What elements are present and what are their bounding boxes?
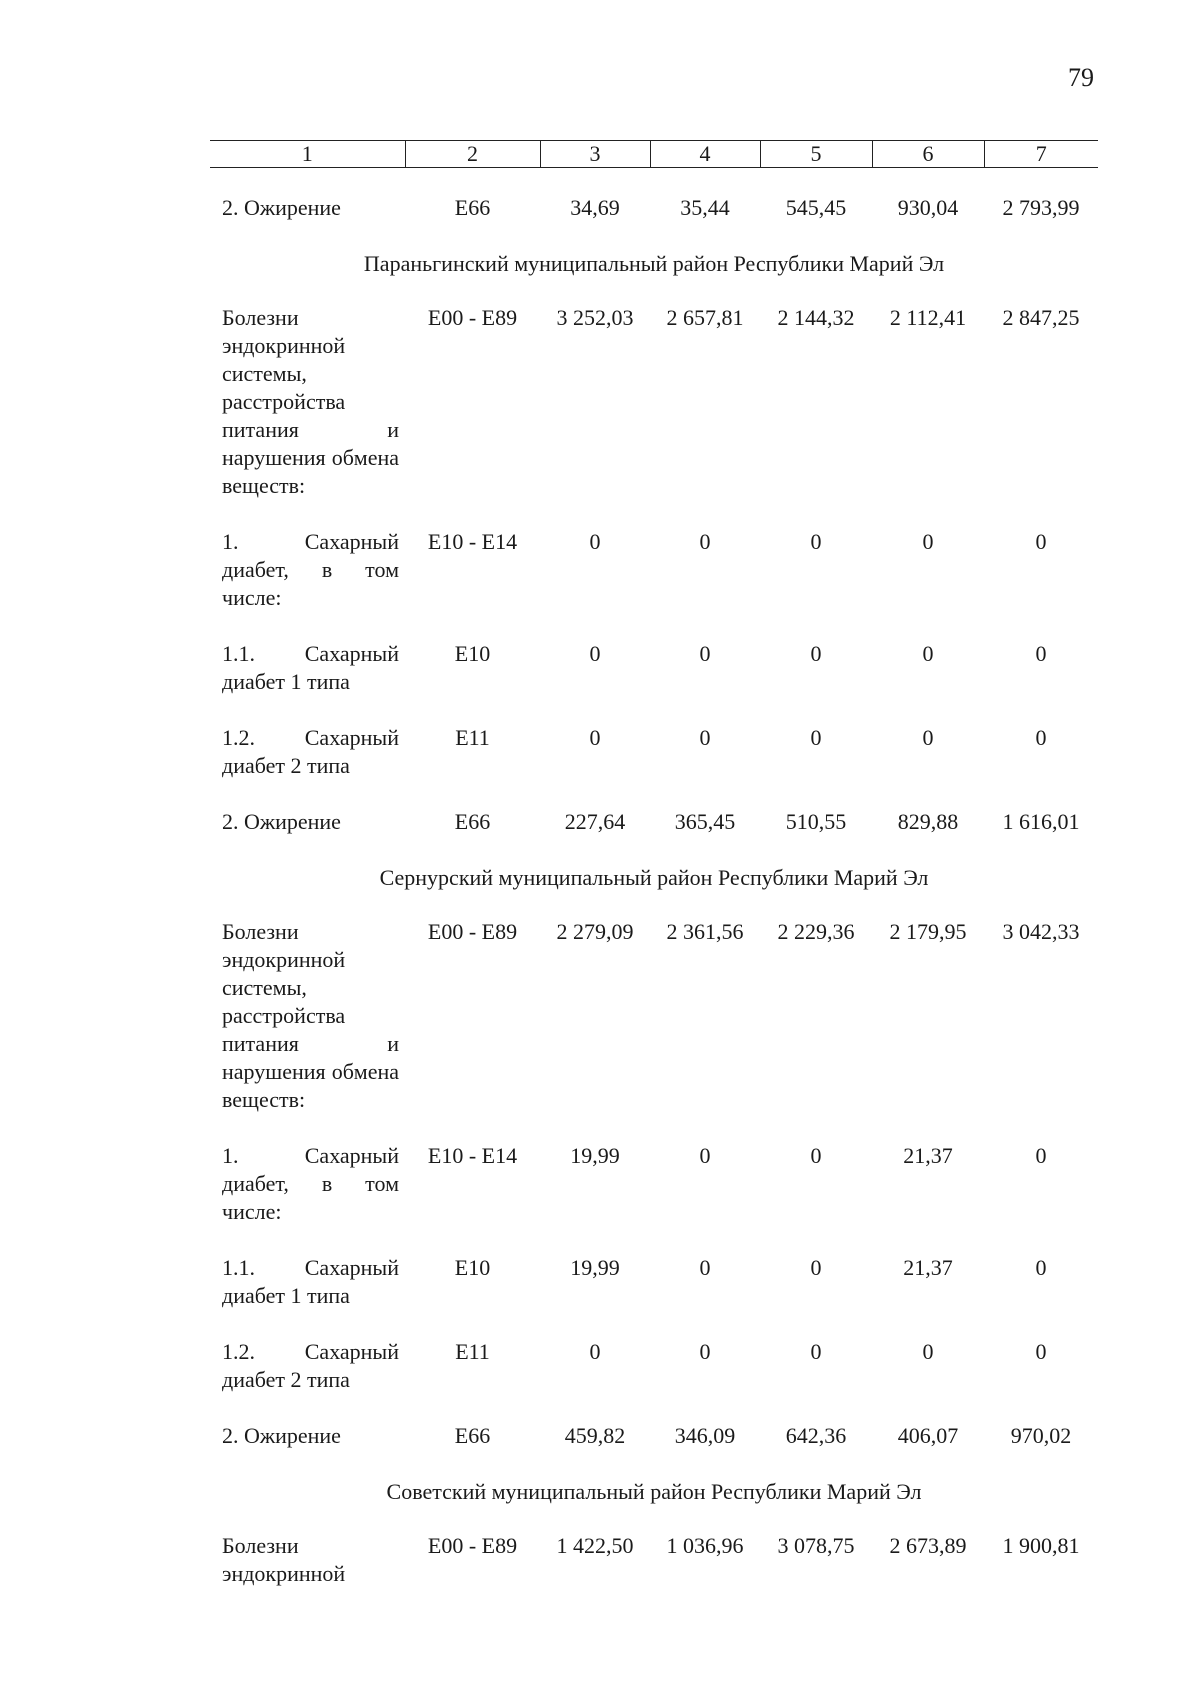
row-value: 510,55 — [785, 809, 847, 834]
row-value: 19,99 — [570, 1255, 620, 1280]
row-value: 346,09 — [674, 1423, 736, 1448]
row-value: 2 361,56 — [666, 919, 744, 944]
row-value: 0 — [589, 529, 601, 554]
row-name: Болезни эндокринной системы, расстройства питания и нарушения обмена веществ: — [222, 919, 399, 1112]
row-value: 0 — [1035, 725, 1047, 750]
row-value: 2 793,99 — [1002, 195, 1080, 220]
row-name: 2. Ожирение — [222, 1423, 341, 1448]
row-value: 1 900,81 — [1002, 1533, 1080, 1558]
header-cell: 6 — [872, 141, 984, 168]
row-code: E00 - E89 — [427, 1533, 518, 1558]
header-cell: 1 — [210, 141, 405, 168]
row-value: 21,37 — [903, 1143, 953, 1168]
table-row — [210, 194, 1098, 222]
header-cell: 3 — [540, 141, 650, 168]
row-code: E66 — [454, 809, 491, 834]
row-value: 0 — [810, 725, 822, 750]
row-code: E10 — [454, 1255, 491, 1280]
row-value: 3 042,33 — [1002, 919, 1080, 944]
column-number-header — [210, 140, 1098, 168]
table-row — [210, 304, 1098, 500]
row-value: 2 279,09 — [556, 919, 634, 944]
row-name: 1.2. Сахарный диабет 2 типа — [222, 1339, 399, 1392]
row-value: 0 — [810, 1255, 822, 1280]
row-value: 2 847,25 — [1002, 305, 1080, 330]
row-name: 2. Ожирение — [222, 195, 341, 220]
row-value: 0 — [922, 1339, 934, 1364]
row-value: 0 — [699, 1143, 711, 1168]
row-value: 2 657,81 — [666, 305, 744, 330]
header-cell: 2 — [405, 141, 540, 168]
row-name: 2. Ожирение — [222, 809, 341, 834]
row-value: 0 — [699, 1255, 711, 1280]
row-name: 1. Сахарный диабет, в том числе: — [222, 1143, 399, 1224]
section-title: Советский муниципальный район Республики Марий Эл — [386, 1479, 922, 1504]
row-value: 0 — [810, 1339, 822, 1364]
row-value: 19,99 — [570, 1143, 620, 1168]
row-value: 0 — [810, 529, 822, 554]
row-value: 545,45 — [785, 195, 847, 220]
row-name: 1.1. Сахарный диабет 1 типа — [222, 1255, 399, 1308]
row-value: 2 673,89 — [889, 1533, 967, 1558]
table-row — [210, 1254, 1098, 1310]
row-value: 365,45 — [674, 809, 736, 834]
row-value: 0 — [922, 725, 934, 750]
row-value: 0 — [699, 725, 711, 750]
row-value: 3 252,03 — [556, 305, 634, 330]
section-title: Сернурский муниципальный район Республики Марий Эл — [379, 865, 929, 890]
row-value: 1 616,01 — [1002, 809, 1080, 834]
row-value: 1 036,96 — [666, 1533, 744, 1558]
row-name: Болезни эндокринной — [222, 1533, 346, 1586]
row-value: 0 — [810, 1143, 822, 1168]
row-value: 406,07 — [897, 1423, 959, 1448]
row-value: 459,82 — [564, 1423, 626, 1448]
row-value: 227,64 — [564, 809, 626, 834]
header-cell: 4 — [650, 141, 760, 168]
row-value: 1 422,50 — [556, 1533, 634, 1558]
row-name: 1.2. Сахарный диабет 2 типа — [222, 725, 399, 778]
row-code: E10 - E14 — [427, 1143, 518, 1168]
table-row — [210, 1532, 1098, 1588]
header-cell: 7 — [984, 141, 1098, 168]
row-value: 0 — [1035, 1339, 1047, 1364]
row-value: 0 — [699, 641, 711, 666]
row-value: 34,69 — [570, 195, 620, 220]
table-row — [210, 1422, 1098, 1450]
table-row — [210, 528, 1098, 612]
table-row — [210, 808, 1098, 836]
row-value: 35,44 — [680, 195, 730, 220]
row-value: 0 — [922, 529, 934, 554]
row-code: E00 - E89 — [427, 305, 518, 330]
row-name: Болезни эндокринной системы, расстройства питания и нарушения обмена веществ: — [222, 305, 399, 498]
table-row — [210, 918, 1098, 1114]
row-value: 0 — [1035, 1255, 1047, 1280]
row-value: 0 — [922, 641, 934, 666]
row-value: 2 112,41 — [889, 305, 967, 330]
header-cell: 5 — [760, 141, 872, 168]
row-value: 3 078,75 — [777, 1533, 855, 1558]
row-name: 1.1. Сахарный диабет 1 типа — [222, 641, 399, 694]
table-row — [210, 724, 1098, 780]
document-body — [210, 194, 1098, 1616]
row-value: 2 179,95 — [889, 919, 967, 944]
row-value: 21,37 — [903, 1255, 953, 1280]
page-number: 79 — [1068, 63, 1094, 92]
row-value: 0 — [589, 1339, 601, 1364]
row-value: 0 — [1035, 529, 1047, 554]
row-value: 0 — [810, 641, 822, 666]
section-title: Параньгинский муниципальный район Республики Марий Эл — [363, 251, 945, 276]
row-code: E10 — [454, 641, 491, 666]
row-value: 829,88 — [897, 809, 959, 834]
row-value: 0 — [1035, 1143, 1047, 1168]
row-value: 2 144,32 — [777, 305, 855, 330]
row-code: E10 - E14 — [427, 529, 518, 554]
table-row — [210, 640, 1098, 696]
row-code: E11 — [455, 1339, 490, 1364]
row-value: 0 — [589, 641, 601, 666]
row-code: E66 — [454, 1423, 491, 1448]
row-value: 0 — [1035, 641, 1047, 666]
row-value: 930,04 — [897, 195, 959, 220]
table-row — [210, 1142, 1098, 1226]
table-row — [210, 1338, 1098, 1394]
row-name: 1. Сахарный диабет, в том числе: — [222, 529, 399, 610]
row-code: E11 — [455, 725, 490, 750]
row-code: E66 — [454, 195, 491, 220]
row-value: 0 — [699, 529, 711, 554]
row-value: 642,36 — [785, 1423, 847, 1448]
row-value: 0 — [589, 725, 601, 750]
row-code: E00 - E89 — [427, 919, 518, 944]
row-value: 970,02 — [1010, 1423, 1072, 1448]
row-value: 0 — [699, 1339, 711, 1364]
row-value: 2 229,36 — [777, 919, 855, 944]
